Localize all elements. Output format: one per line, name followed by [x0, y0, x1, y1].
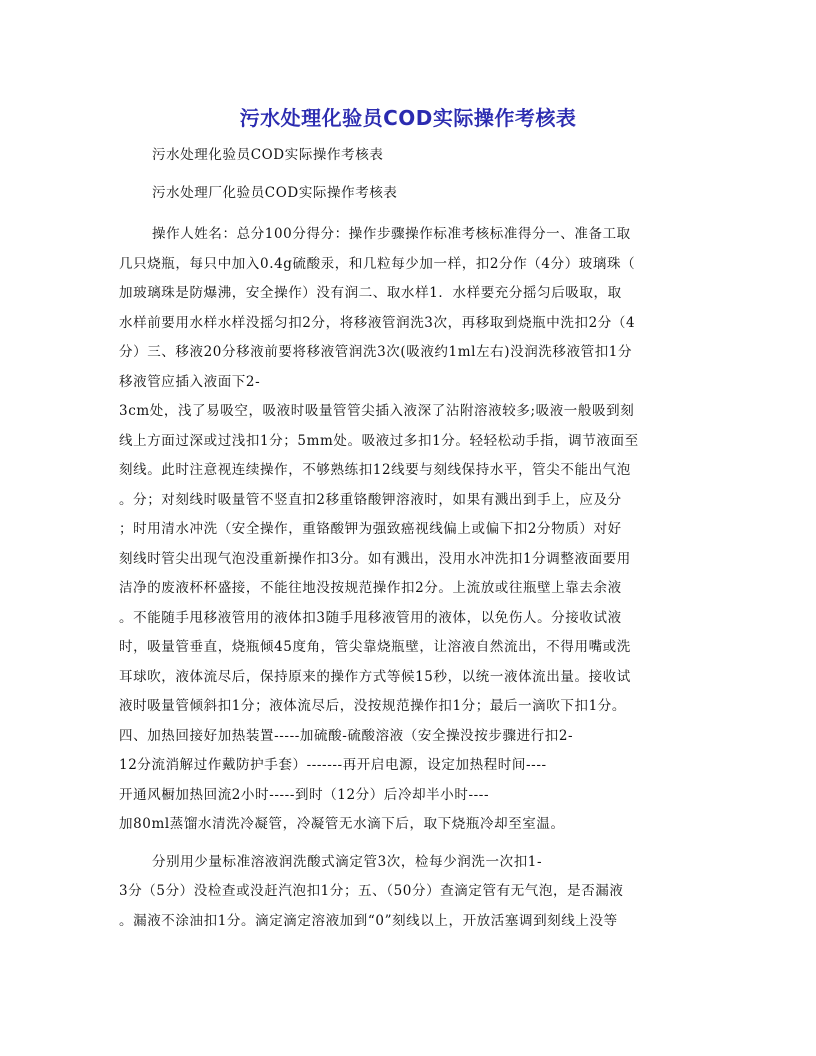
paragraph-line: 3cm处，浅了易吸空，吸液时吸量管管尖插入液深了沾附溶液较多;吸液一般吸到刻 [119, 403, 635, 419]
paragraph-line: 四、加热回接好加热装置-----加硫酸-硫酸溶液（安全操没按步骤进行扣2- [119, 727, 574, 744]
paragraph-line: 刻线时管尖出现气泡没重新操作扣3分。如有溅出，没用水冲洗扣1分调整液面要用 [119, 550, 631, 567]
paragraph-line: 液时吸量管倾斜扣1分；液体流尽后，没按规范操作扣1分；最后一滴吹下扣1分。 [119, 698, 626, 714]
paragraph-line: 加80ml蒸馏水清洗冷凝管，冷凝管无水滴下后，取下烧瓶冷却至室温。 [119, 816, 565, 832]
paragraph-line: 开通风橱加热回流2小时-----到时（12分）后冷却半小时---- [119, 786, 490, 803]
document-title: 污水处理化验员COD实际操作考核表 [239, 106, 577, 130]
paragraph-line: 。漏液不涂油扣1分。滴定滴定溶液加到“0”刻线以上，开放活塞调到刻线上没等 [119, 912, 618, 929]
paragraph-line: 刻线。此时注意视连续操作，不够熟练扣12线要与刻线保持水平，管尖不能出气泡 [119, 462, 631, 478]
subtitle-line: 污水处理厂化验员COD实际操作考核表 [152, 184, 398, 201]
paragraph-line: 12分流消解过作戴防护手套）-------再开启电源，设定加热程时间---- [119, 757, 547, 773]
paragraph-line: 时，吸量管垂直，烧瓶倾45度角，管尖靠烧瓶壁，让溶液自然流出，不得用嘴或洗 [119, 639, 631, 655]
paragraph-line: 。分；对刻线时吸量管不竖直扣2移重铬酸钾溶液时，如果有溅出到手上，应及分 [119, 491, 622, 508]
subtitle-line: 污水处理化验员COD实际操作考核表 [152, 147, 384, 163]
paragraph-line: 分别用少量标准溶液润洗酸式滴定管3次，检每少润洗一次扣1- [152, 853, 543, 870]
paragraph-line: 移液管应插入液面下2- [119, 373, 261, 390]
paragraph-line: 几只烧瓶，每只中加入0.4g硫酸汞，和几粒每少加一样，扣2分作（4分）玻璃珠（ [119, 255, 636, 272]
paragraph-line: 耳球吹，液体流尽后，保持原来的操作方式等候15秒，以统一液体流出量。接收试 [119, 668, 631, 685]
paragraph-line: 分）三、移液20分移液前要将移液管润洗3次(吸液约1ml左右)没润洗移液管扣1分 [119, 344, 633, 360]
paragraph-line: 加玻璃珠是防爆沸，安全操作）没有润二、取水样1．水样要充分摇匀后吸取，取 [119, 285, 622, 301]
paragraph-line: 3分（5分）没检查或没赶汽泡扣1分；五、（50分）查滴定管有无气泡，是否漏液 [119, 883, 624, 899]
paragraph-line: 水样前要用水样水样没摇匀扣2分，将移液管润洗3次，再移取到烧瓶中洗扣2分（4 [119, 314, 636, 331]
document-body [119, 141, 697, 936]
paragraph-line: 线上方面过深或过浅扣1分；5mm处。吸液过多扣1分。轻轻松动手指，调节液面至 [119, 432, 639, 449]
paragraph-line: 洁净的废液杯杯盛接，不能往地没按规范操作扣2分。上流放或往瓶壁上靠去余液 [119, 580, 622, 596]
paragraph-line: ；时用清水冲洗（安全操作，重铬酸钾为强致癌视线偏上或偏下扣2分物质）对好 [119, 521, 622, 537]
paragraph-line: 。不能随手甩移液管用的液体扣3随手甩移液管用的液体，以免伤人。分接收试液 [119, 609, 622, 626]
paragraph-line: 操作人姓名：总分100分得分：操作步骤操作标准考核标准得分一、准备工取 [152, 226, 631, 242]
